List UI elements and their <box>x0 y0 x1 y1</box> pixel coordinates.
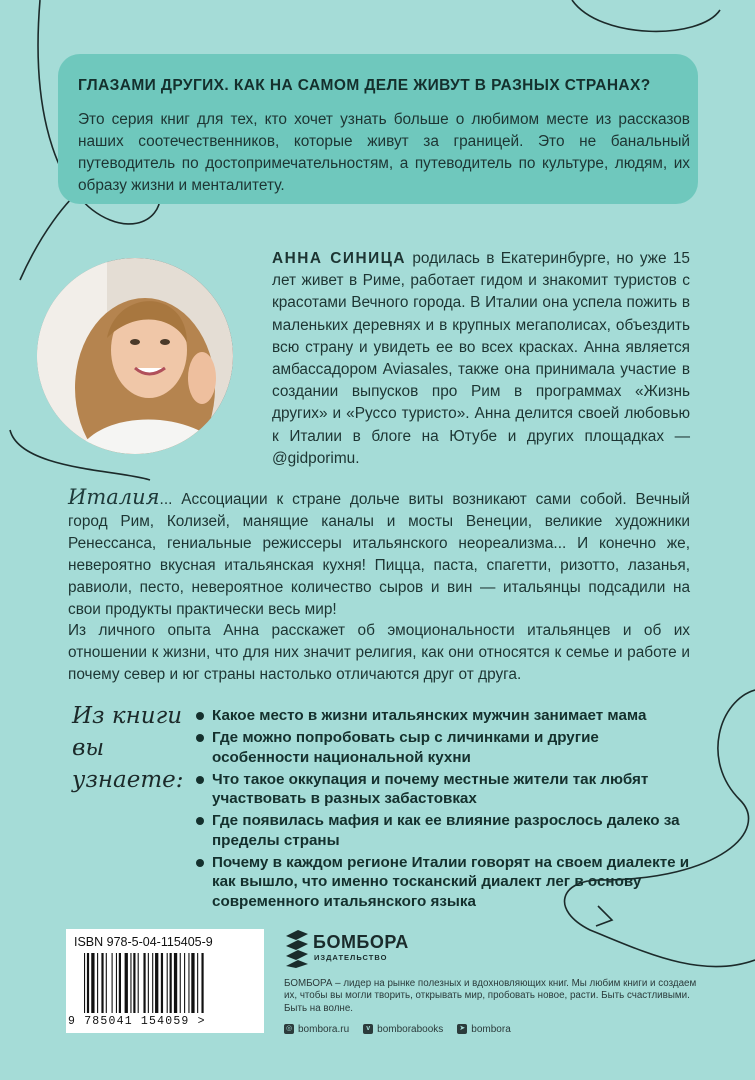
publisher-subtitle: ИЗДАТЕЛЬСТВО <box>314 953 388 962</box>
author-photo <box>37 258 233 454</box>
italy-paragraph-text: ... Ассоциации к стране дольче виты возникают сами собой. Вечный город Рим, Колизей, манящие каналы и мосты Венеции, великие художники Ренессанса, гениальные режиссеры итальянского неореализма... И конечно же, невероятно вкусная итальянская кухня! Пицца, паста, спагетти, ризотто, лазанья, равиоли, песто, невероятное количество сыров и вин — итальянцы подсадили на свои продукты практически весь мир! <box>68 491 690 618</box>
barcode-bar <box>101 953 103 1013</box>
learn-heading <box>72 700 212 796</box>
experience-paragraph: Из личного опыта Анна расскажет об эмоциональности итальянцев и об их отношении к жизни, что для них значит религия, как они относятся к семье и работе и почему север и юг страны настолько отличаются друг от друга. <box>68 622 690 683</box>
list-item: Почему в каждом регионе Италии говорят на своем диалекте и как вышло, что именно тосканский диалект лег в основу современного итальянского языка <box>196 853 696 912</box>
barcode-bar <box>174 953 177 1013</box>
author-name: АННА СИНИЦА <box>272 250 406 267</box>
barcode-bars <box>84 953 246 1013</box>
barcode-bar <box>155 953 158 1013</box>
social-label: bomborabooks <box>377 1023 444 1035</box>
author-bio <box>272 248 690 470</box>
barcode-bar <box>125 953 128 1013</box>
barcode-bar <box>201 953 203 1013</box>
italy-paragraph <box>68 486 690 621</box>
series-title: ГЛАЗАМИ ДРУГИХ. КАК НА САМОМ ДЕЛЕ ЖИВУТ В РАЗНЫХ СТРАНАХ? <box>78 77 651 94</box>
barcode-bar <box>119 953 121 1013</box>
publisher-name: БОМБОРА <box>313 932 409 952</box>
author-bio-text: родилась в Екатеринбурге, но уже 15 лет живет в Риме, работает гидом и знакомит туристов с красотами Вечного города. В Италии она успела пожить в маленьких деревнях и в крупных мегаполисах, объездить всю страну и увидеть ее во всех красках. Анна является амбассадором Aviasales, также она принимала участие в создании выпусков про Рим в программах «Жизнь других» и «Руссо туристо». Анна делится своей любовью к Италии в блоге на Ютубе и других площадках — @gidporimu. <box>272 250 690 467</box>
barcode-bar <box>112 953 113 1013</box>
barcode-bar <box>148 953 149 1013</box>
italy-word: Италия <box>68 485 160 509</box>
barcode-bar <box>170 953 172 1013</box>
series-description: Это серия книг для тех, кто хочет узнать больше о любимом месте из рассказов наших соотечественников, которые живут за границей. Это не банальный путеводитель по достопримечательностям, а путеводитель по культуре, людям, их образу жизни и менталитету. <box>78 111 690 194</box>
learn-heading-line2: вы узнаете: <box>72 735 184 793</box>
social-link-telegram[interactable] <box>457 1024 510 1035</box>
instagram-icon: ◎ <box>285 1025 293 1032</box>
barcode-bar <box>167 953 168 1013</box>
list-item: Какое место в жизни итальянских мужчин занимает мама <box>196 706 696 726</box>
telegram-icon: ➤ <box>457 1024 467 1034</box>
barcode-box <box>66 929 264 1033</box>
list-item: Что такое оккупация и почему местные жители так любят участвовать в разных забастовках <box>196 770 696 809</box>
barcode-bar <box>84 953 85 1013</box>
social-label: bombora <box>471 1023 511 1035</box>
publisher-description: БОМБОРА – лидер на рынке полезных и вдохновляющих книг. Мы любим книги и создаем их, чтобы вы могли творить, открывать мир, пробовать новое, расти. Быть счастливыми. Быть на волне. <box>284 978 697 1014</box>
barcode-bar <box>180 953 181 1013</box>
learn-list <box>196 706 696 914</box>
barcode-bar <box>188 953 189 1013</box>
social-label: bombora.ru <box>298 1023 350 1035</box>
barcode-number: 9 785041 154059 > <box>68 1015 206 1028</box>
social-links <box>284 1022 511 1036</box>
barcode-bar <box>191 953 194 1013</box>
barcode-bar <box>138 953 139 1013</box>
bombora-logo-icon <box>284 928 310 968</box>
list-item: Где можно попробовать сыр с личинками и другие особенности национальной кухни <box>196 728 696 767</box>
list-item: Где появилась мафия и как ее влияние разрослось далеко за пределы страны <box>196 811 696 850</box>
barcode-bar <box>130 953 131 1013</box>
barcode-bar <box>116 953 117 1013</box>
learn-heading-line1: Из книги <box>72 703 183 729</box>
barcode-bar <box>184 953 185 1013</box>
social-link-site[interactable] <box>284 1024 349 1035</box>
barcode-bar <box>197 953 198 1013</box>
barcode-bar <box>161 953 163 1013</box>
barcode-bar <box>87 953 89 1013</box>
barcode-bar <box>106 953 107 1013</box>
isbn-label: ISBN 978-5-04-115405-9 <box>74 935 213 949</box>
barcode-bar <box>152 953 153 1013</box>
barcode-bar <box>133 953 135 1013</box>
barcode-bar <box>97 953 98 1013</box>
barcode-bar <box>143 953 145 1013</box>
barcode-bar <box>91 953 94 1013</box>
social-link-vk[interactable] <box>363 1024 443 1035</box>
vk-icon: v <box>363 1024 373 1034</box>
